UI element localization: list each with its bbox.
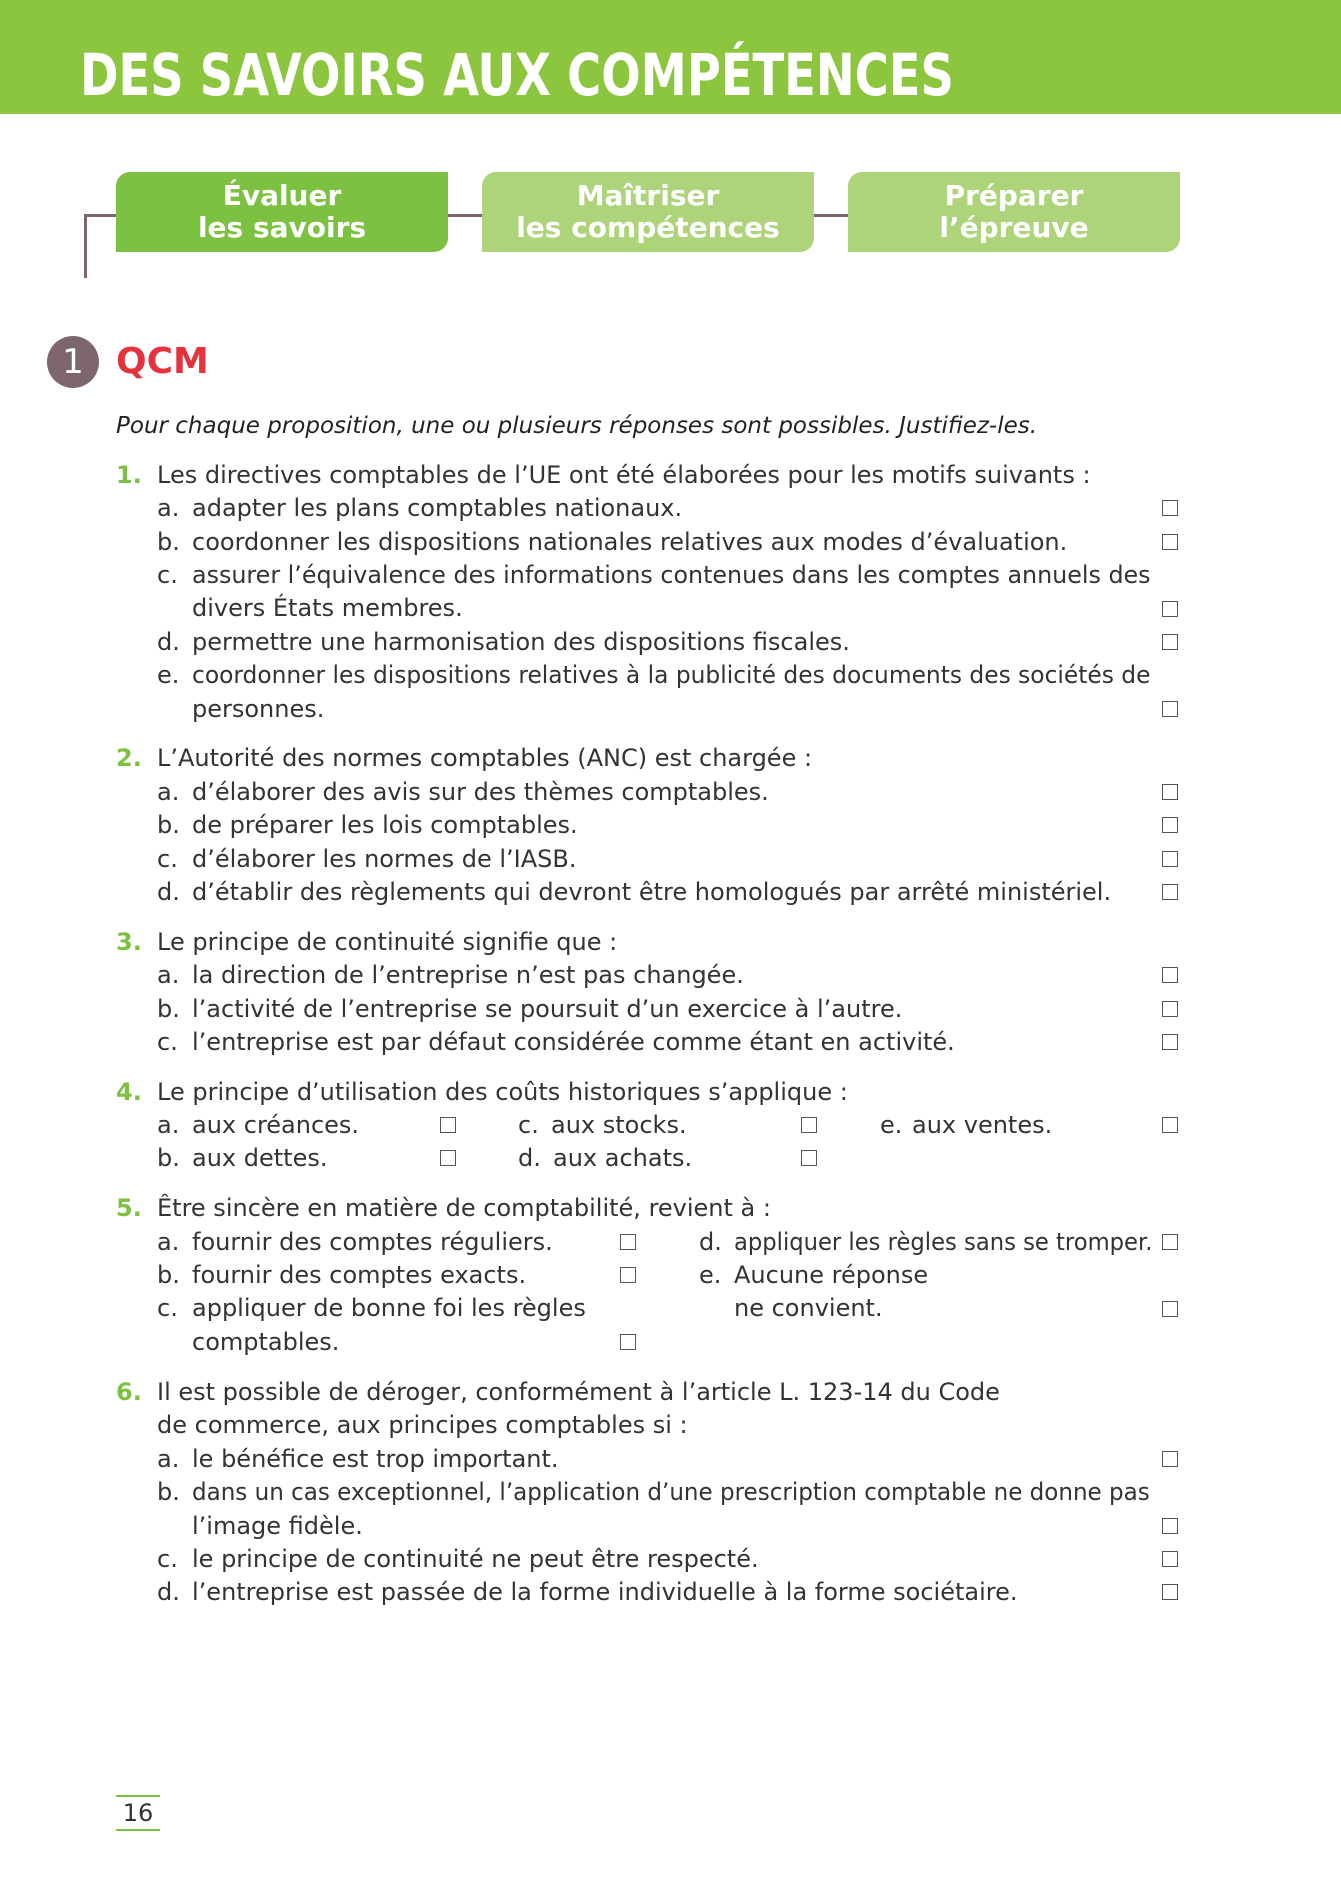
question-number: 5. [116,1194,142,1222]
question-number: 6. [116,1378,142,1406]
option-letter: c. [157,845,178,873]
option-text: le bénéfice est trop important. [192,1445,559,1473]
answer-checkbox[interactable] [1162,1301,1178,1317]
option-text-cont: l’image fidèle. [192,1512,363,1540]
option-text: coordonner les dispositions relatives à la publicité des documents des sociétés de [192,661,1151,689]
option-text: permettre une harmonisation des dispositions fiscales. [192,628,850,656]
question-stem-cont: de commerce, aux principes comptables si : [157,1411,688,1439]
option-letter: c. [157,561,178,589]
option-text: dans un cas exceptionnel, l’application d’une prescription comptable ne donne pas [192,1478,1150,1506]
answer-checkbox[interactable] [801,1150,817,1166]
option-text: assurer l’équivalence des informations contenues dans les comptes annuels des [192,561,1151,589]
answer-checkbox[interactable] [1162,851,1178,867]
question-number: 1. [116,461,142,489]
option-letter: a. [157,778,180,806]
answer-checkbox[interactable] [440,1150,456,1166]
question-stem: L’Autorité des normes comptables (ANC) est chargée : [157,744,813,772]
answer-checkbox[interactable] [1162,500,1178,516]
answer-checkbox[interactable] [1162,634,1178,650]
option-letter: d. [157,878,180,906]
option-letter: b. [157,528,180,556]
option-letter: d. [157,628,180,656]
option-text: coordonner les dispositions nationales relatives aux modes d’évaluation. [192,528,1068,556]
option-text: aux créances. [192,1111,360,1139]
answer-checkbox[interactable] [1162,1551,1178,1567]
option-letter: c. [518,1111,539,1139]
option-letter: c. [157,1545,178,1573]
exercise-instruction: Pour chaque proposition, une ou plusieurs réponses sont possibles. Justifiez-les. [116,413,1038,439]
question-stem: Il est possible de déroger, conformément à l’article L. 123-14 du Code [157,1378,1000,1406]
option-text: appliquer de bonne foi les règles [192,1294,586,1322]
question-stem: Être sincère en matière de comptabilité, revient à : [157,1194,771,1222]
option-letter: b. [157,995,180,1023]
option-text: l’activité de l’entreprise se poursuit d’un exercice à l’autre. [192,995,903,1023]
option-letter: a. [157,494,180,522]
option-letter: b. [157,1261,180,1289]
option-text: l’entreprise est par défaut considérée comme étant en activité. [192,1028,955,1056]
question-number: 3. [116,928,142,956]
option-letter: a. [157,1445,180,1473]
question-stem: Les directives comptables de l’UE ont été élaborées pour les motifs suivants : [157,461,1091,489]
option-text-cont: ne convient. [734,1294,883,1322]
option-letter: c. [157,1028,178,1056]
option-letter: a. [157,961,180,989]
tab-evaluer-line1: Évaluer [222,179,342,212]
exercise-number-badge: 1 [47,336,99,388]
answer-checkbox[interactable] [1162,1451,1178,1467]
option-letter: b. [157,811,180,839]
tab-maitriser-line2: les compétences [516,211,780,244]
answer-checkbox[interactable] [1162,817,1178,833]
option-text: adapter les plans comptables nationaux. [192,494,683,522]
option-text: aux stocks. [551,1111,687,1139]
option-letter: e. [880,1111,903,1139]
option-text-cont: comptables. [192,1328,340,1356]
option-letter: e. [157,661,180,689]
option-text: d’élaborer les normes de l’IASB. [192,845,577,873]
answer-checkbox[interactable] [1162,1518,1178,1534]
tab-evaluer-line2: les savoirs [197,211,367,244]
answer-checkbox[interactable] [1162,967,1178,983]
option-text: aux achats. [553,1144,693,1172]
answer-checkbox[interactable] [620,1234,636,1250]
tab-connector-left [84,214,118,217]
answer-checkbox[interactable] [1162,1001,1178,1017]
header-banner [0,0,1341,114]
page-number: 16 [116,1795,160,1831]
option-letter: c. [157,1294,178,1322]
option-letter: d. [157,1578,180,1606]
answer-checkbox[interactable] [620,1267,636,1283]
answer-checkbox[interactable] [1162,1234,1178,1250]
question-number: 4. [116,1078,142,1106]
answer-checkbox[interactable] [1162,884,1178,900]
tab-connector-middle [448,214,484,217]
option-text-cont: divers États membres. [192,594,463,622]
option-letter: a. [157,1111,180,1139]
tab-maitriser-line1: Maîtriser [576,179,720,212]
option-letter: b. [157,1144,180,1172]
option-letter: d. [699,1228,722,1256]
answer-checkbox[interactable] [440,1117,456,1133]
option-letter: b. [157,1478,180,1506]
tab-connector-right [814,214,850,217]
option-text: de préparer les lois comptables. [192,811,578,839]
answer-checkbox[interactable] [1162,534,1178,550]
option-letter: d. [518,1144,541,1172]
tab-preparer-line2: l’épreuve [939,211,1089,244]
option-text-cont: personnes. [192,695,325,723]
option-text: la direction de l’entreprise n’est pas changée. [192,961,744,989]
option-text: appliquer les règles sans se tromper. [734,1228,1153,1256]
answer-checkbox[interactable] [1162,701,1178,717]
tab-maitriser[interactable] [482,172,814,252]
option-text: fournir des comptes réguliers. [192,1228,553,1256]
answer-checkbox[interactable] [1162,784,1178,800]
option-text: le principe de continuité ne peut être respecté. [192,1545,759,1573]
option-text: aux dettes. [192,1144,328,1172]
question-stem: Le principe de continuité signifie que : [157,928,618,956]
page-title: DES SAVOIRS AUX COMPÉTENCES [80,41,954,109]
answer-checkbox[interactable] [620,1334,636,1350]
question-stem: Le principe d’utilisation des coûts historiques s’applique : [157,1078,848,1106]
option-text: fournir des comptes exacts. [192,1261,527,1289]
tab-preparer-line1: Préparer [944,179,1084,212]
option-letter: a. [157,1228,180,1256]
answer-checkbox[interactable] [801,1117,817,1133]
answer-checkbox[interactable] [1162,601,1178,617]
tab-connector-vertical [84,214,87,278]
answer-checkbox[interactable] [1162,1584,1178,1600]
option-text: l’entreprise est passée de la forme individuelle à la forme sociétaire. [192,1578,1018,1606]
exercise-title: QCM [116,341,209,382]
question-number: 2. [116,744,142,772]
tab-preparer[interactable] [848,172,1180,252]
tab-evaluer[interactable] [116,172,448,252]
option-text: Aucune réponse [734,1261,929,1289]
answer-checkbox[interactable] [1162,1117,1178,1133]
answer-checkbox[interactable] [1162,1034,1178,1050]
option-text: d’élaborer des avis sur des thèmes comptables. [192,778,769,806]
option-letter: e. [699,1261,722,1289]
option-text: d’établir des règlements qui devront être homologués par arrêté ministériel. [192,878,1112,906]
option-text: aux ventes. [912,1111,1053,1139]
